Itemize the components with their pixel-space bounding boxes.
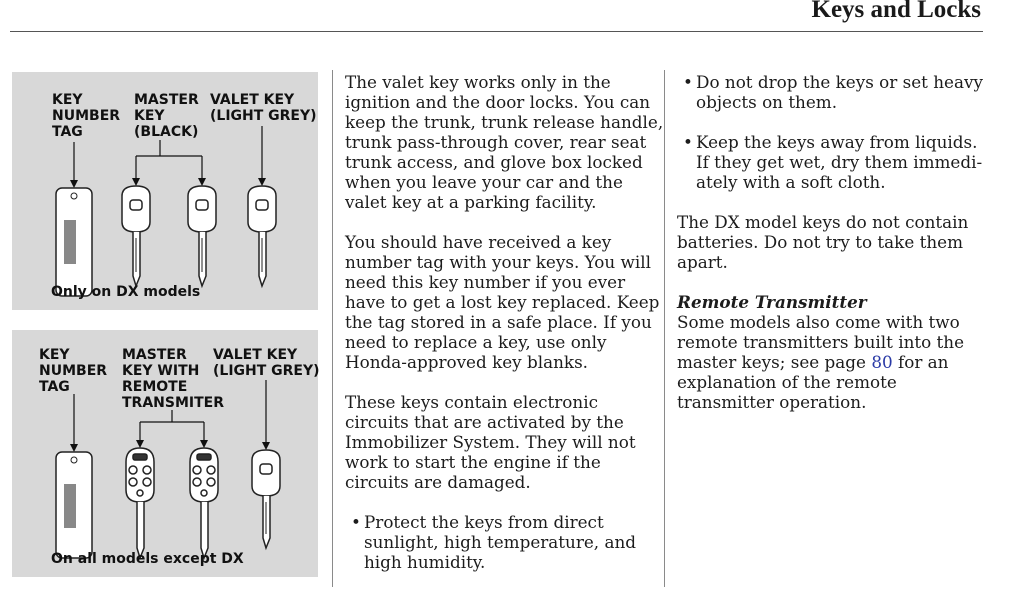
column-middle	[345, 72, 663, 592]
paragraph-dx-batteries: The DX model keys do not contain batteries. Do not try to take them apart.	[677, 212, 969, 272]
remote-master-key-icon-2	[190, 448, 218, 558]
bullet-do-not-drop: • Do not drop the keys or set heavy objects on them.	[683, 72, 983, 112]
page-title: Keys and Locks	[811, 0, 981, 23]
label-master-key: MASTER KEY (BLACK)	[134, 92, 199, 140]
key-number-tag-icon	[56, 188, 92, 296]
label-master-key-remote: MASTER KEY WITH REMOTE TRANSMITER	[122, 347, 224, 411]
master-key-icon-2	[188, 186, 216, 286]
label-valet-key: VALET KEY (LIGHT GREY)	[210, 92, 317, 124]
key-number-tag-icon	[56, 452, 92, 558]
page-80-link[interactable]: 80	[871, 352, 893, 372]
figure-keys-dx	[12, 72, 318, 310]
column-divider-right	[664, 70, 665, 587]
remote-transmitter-heading: Remote Transmitter	[677, 292, 867, 312]
paragraph-valet-key: The valet key works only in the ignition and the door locks. You can keep the trunk, trunk release handle, trunk pass-through cover, rear seat trunk access, and glove box locked when you leave your car and the valet key at a parking facility.	[345, 72, 664, 212]
section-remote-transmitter: Remote Transmitter Some models also come with two remote transmitters built into the master keys; see page 80 for an explanation of the remote transmitter operation.	[677, 292, 983, 412]
figure-caption-non-dx: On all models except DX	[51, 551, 244, 567]
label-key-number-tag: KEY NUMBER TAG	[39, 347, 108, 395]
keys-drawing-dx	[12, 72, 318, 310]
keys-drawing-non-dx	[12, 330, 318, 577]
header-rule	[10, 31, 983, 32]
valet-key-icon	[252, 450, 280, 548]
master-key-icon	[122, 186, 150, 286]
column-right	[677, 72, 983, 432]
paragraph-immobilizer: These keys contain electronic circuits that are activated by the Immobilizer System. They will not work to start the engine if the circuits are damaged.	[345, 392, 636, 492]
paragraph-key-number-tag: You should have received a key number tag with your keys. You will need this key number if you ever have to get a lost key replaced. Keep the tag stored in a safe place. If you need to replace a key, use only Honda-approved key blanks.	[345, 232, 660, 372]
label-key-number-tag: KEY NUMBER TAG	[52, 92, 121, 140]
valet-key-icon	[248, 186, 276, 286]
column-divider-left	[332, 70, 333, 587]
bullet-protect-keys: • Protect the keys from direct sunlight, high temperature, and high humidity.	[351, 512, 636, 572]
label-valet-key: VALET KEY (LIGHT GREY)	[213, 347, 320, 379]
bullet-liquids: • Keep the keys away from liquids. If they get wet, dry them immedi- ately with a soft cloth.	[683, 132, 983, 192]
remote-master-key-icon	[126, 448, 154, 558]
figure-caption-dx: Only on DX models	[51, 284, 201, 300]
figure-keys-non-dx	[12, 330, 318, 577]
